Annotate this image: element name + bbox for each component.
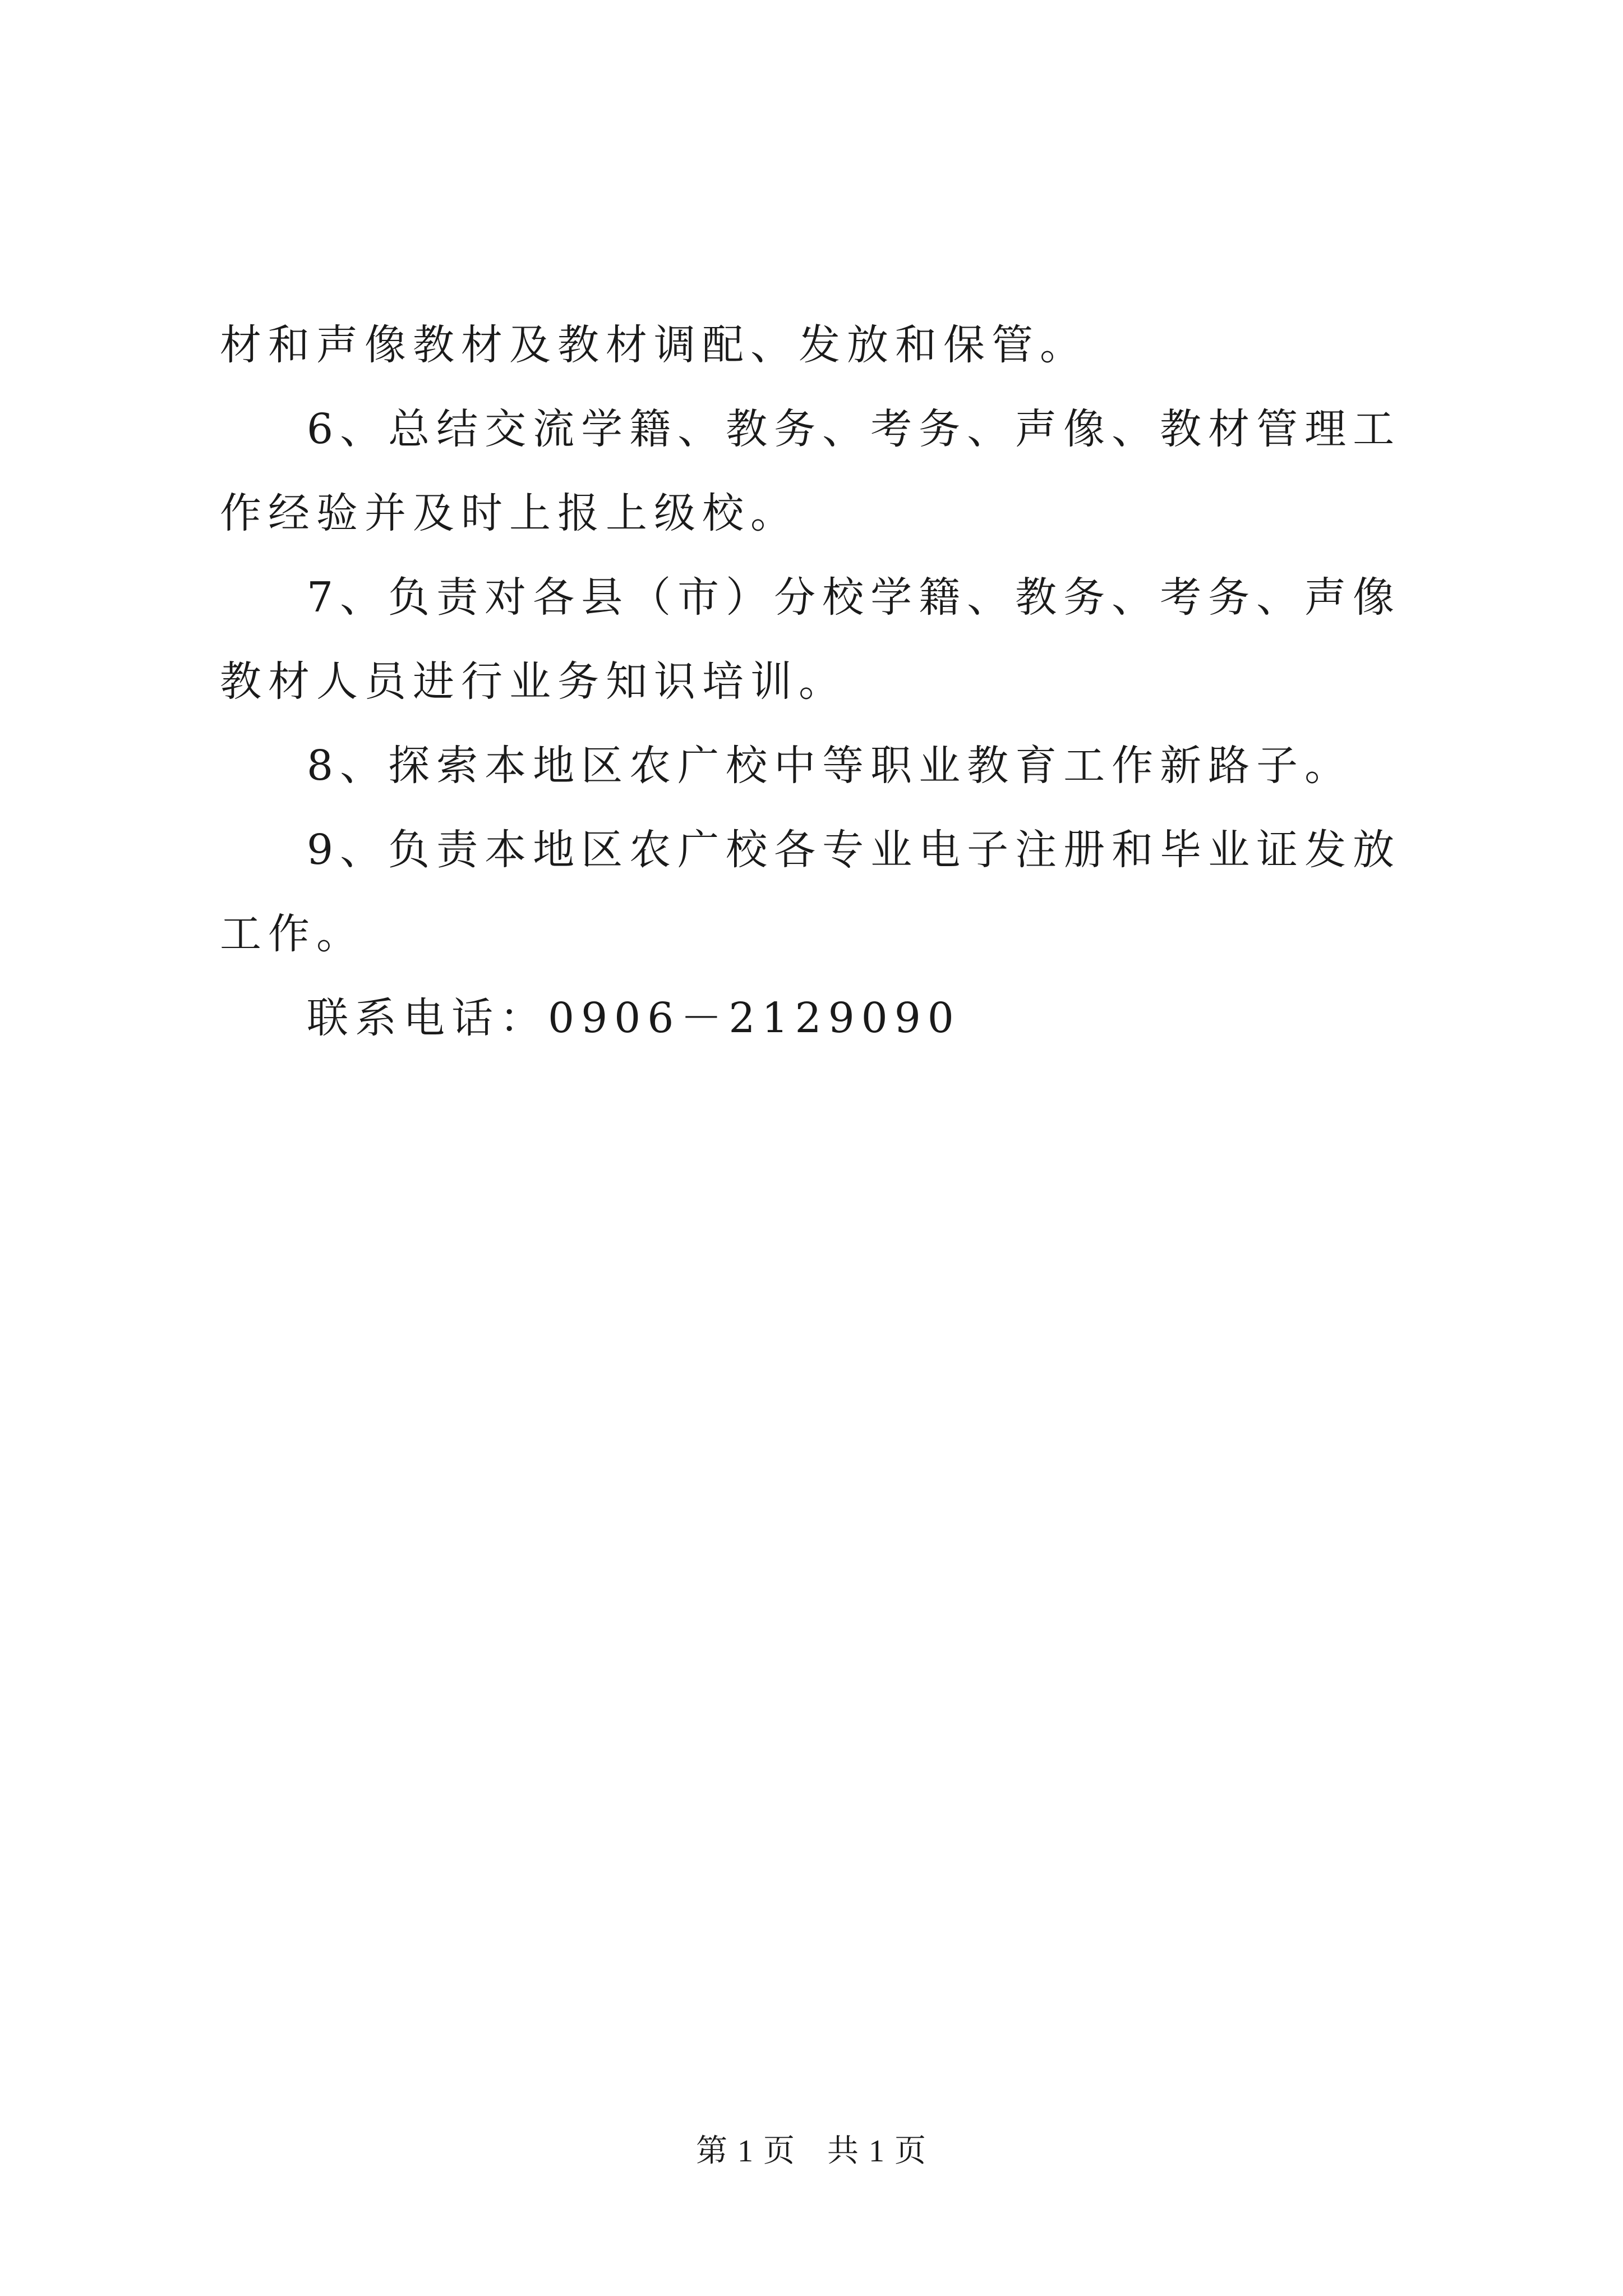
contact-phone: 联系电话：0906－2129090 [307,994,961,1042]
page-total: 共 1 页 [827,2134,927,2169]
paragraph-item-7: 7、负责对各县（市）分校学籍、教务、考务、声像教材人员进行业务知识培训。 [220,573,1401,706]
page-number: 第 1 页 [696,2134,796,2169]
paragraph-item-6: 6、总结交流学籍、教务、考务、声像、教材管理工作经验并及时上报上级校。 [220,405,1401,537]
paragraph-item-8: 8、探索本地区农广校中等职业教育工作新路子。 [307,742,1353,790]
document-body [220,303,1431,1060]
page-footer [0,2126,1623,2171]
paragraph-continuation: 材和声像教材及教材调配、发放和保管。 [220,321,1088,369]
paragraph-item-9: 9、负责本地区农广校各专业电子注册和毕业证发放工作。 [220,826,1401,958]
